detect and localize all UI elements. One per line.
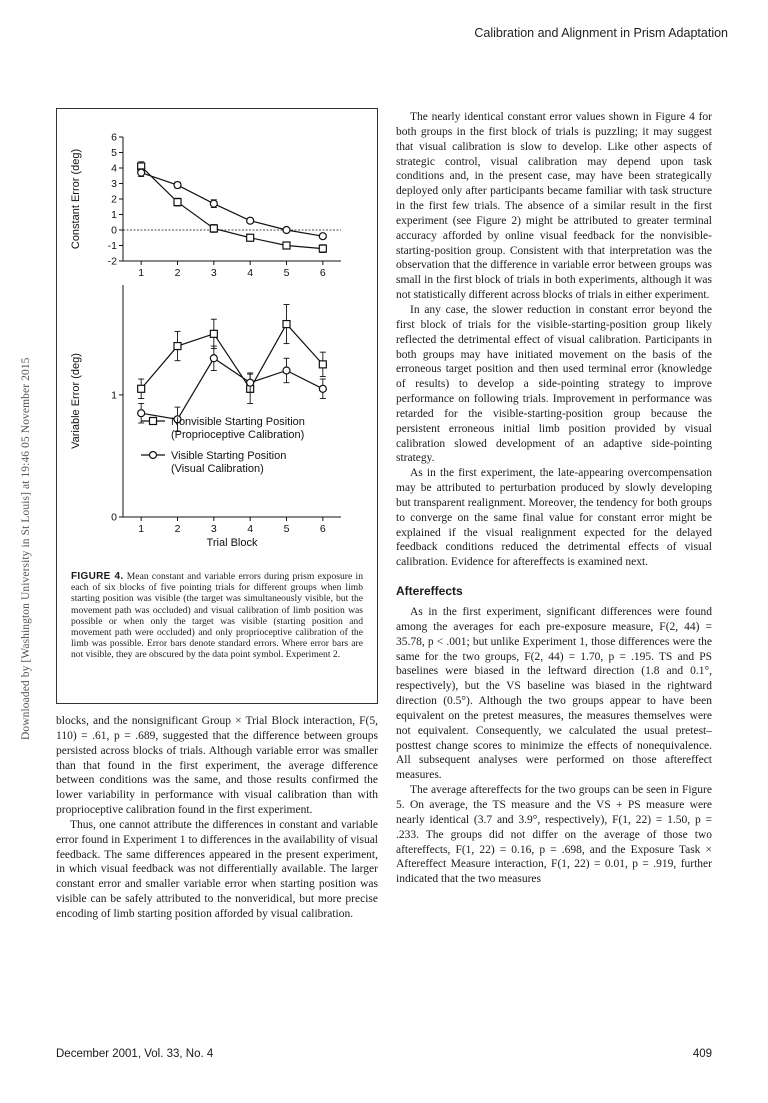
- series-line: [141, 324, 323, 389]
- right-paragraph: In any case, the slower reduction in constant error beyond the first block of trials for the visible-starting-position group likely reflected the detrimental effect of visual calibration. Participants in both groups may have initiated movement on the basis of the erroneous target position and then used terminal error (knowledge of results) to develop a side-pointing strategy to improve performance on following trials. Improvement in performance was retarded for the visible-starting-position group because the persistent erroneous initial limb position provided by visual calibration slowed development of an adaptive side-pointing strategy.: [396, 303, 712, 465]
- right-column-text: [396, 110, 712, 887]
- series-line: [141, 173, 323, 237]
- data-point-square: [319, 361, 326, 368]
- data-point-circle: [138, 410, 145, 417]
- data-point-square: [210, 225, 217, 232]
- y-tick-label: 4: [111, 162, 117, 175]
- data-point-circle: [210, 355, 217, 362]
- data-point-square: [210, 330, 217, 337]
- left-paragraph: blocks, and the nonsignificant Group × Trial Block interaction, F(5, 110) = .61, p = .689, suggested that the difference between groups persisted across blocks of trials. Although variable error was smaller than that found in the first experiment, the average difference between conditions was the same, and those results confirmed the lower variability in performance with visual calibration than with proprioceptive calibration found in the first experiment.: [56, 715, 378, 817]
- y-tick-label: 3: [111, 178, 117, 190]
- x-tick-label: 5: [283, 523, 290, 535]
- y-tick-label: 1: [111, 209, 117, 221]
- data-point-circle: [174, 182, 181, 189]
- legend-marker-square: [150, 418, 157, 425]
- section-heading-aftereffects: Aftereffects: [396, 584, 463, 599]
- right-paragraph: As in the first experiment, the late-appearing overcompensation may be attributed to perturbation produced by slowly developing but transparent realignment. Moreover, the tendency for both groups to converge on the same final value for constant error might be explained if the visual realignment expected for the delayed feedback conditions reduced the detrimental effects of visual calibration. Evidence for aftereffects is examined next.: [396, 467, 712, 569]
- x-tick-label: 6: [319, 523, 326, 535]
- figure-4: [56, 108, 378, 704]
- running-head: Calibration and Alignment in Prism Adaptation: [474, 26, 728, 40]
- series-line: [141, 358, 323, 419]
- x-tick-label: 2: [174, 523, 181, 535]
- data-point-square: [174, 343, 181, 350]
- y-axis-title: Constant Error (deg): [70, 148, 82, 250]
- x-tick-label: 6: [319, 267, 326, 279]
- y-tick-label: 6: [111, 131, 117, 144]
- y-tick-label: -2: [107, 255, 117, 268]
- data-point-circle: [210, 200, 217, 207]
- x-tick-label: 4: [247, 523, 254, 535]
- data-point-square: [174, 199, 181, 206]
- legend-label: (Proprioceptive Calibration): [171, 429, 305, 441]
- legend-label: (Visual Calibration): [171, 463, 264, 475]
- data-point-circle: [283, 227, 290, 234]
- data-point-circle: [283, 367, 290, 374]
- right-paragraph: The average aftereffects for the two groups can be seen in Figure 5. On average, the TS measure and the VS + PS measure were nearly identical (3.7 and 3.9°, respectively), F(1, 22) = 1.50, p = .233. The groups did not differ on the average of those two aftereffects, F(1, 22) = 0.16, p = .698, and the Exposure Task × Aftereffect Measure interaction, F(1, 22) = 0.01, p = .919, further indicated that the two measures: [396, 784, 712, 886]
- data-point-square: [283, 242, 290, 249]
- data-point-square: [319, 245, 326, 252]
- data-point-square: [138, 385, 145, 392]
- footer-page-number: 409: [692, 1048, 712, 1060]
- x-tick-label: 5: [283, 267, 290, 279]
- x-axis-title: Trial Block: [206, 537, 258, 549]
- download-watermark: [4, 180, 32, 740]
- x-tick-label: 1: [138, 523, 145, 535]
- legend-label: Nonvisible Starting Position: [171, 416, 305, 428]
- right-paragraph: The nearly identical constant error values shown in Figure 4 for both groups in the first block of trials is puzzling; it may suggest that visual calibration is slow to develop. Like other aspects of strategic control, visual calibration may depend upon task conditions and, in the present case, may have been strategically deployed only after participants became familiar with task structure in the first few trials. The absence of a similar result in the first experiment (see Figure 2) might be attributed to greater terminal accuracy afforded by online visual feedback for the nonvisible-starting-position group. Consistent with that interpretation was the observation that the difference in variable error between groups was small in the first block of trials in both experiments, although it was not statistically different across blocks of trials in either experiment.: [396, 111, 712, 302]
- data-point-circle: [247, 217, 254, 224]
- data-point-square: [247, 234, 254, 241]
- x-tick-label: 3: [210, 267, 217, 279]
- download-watermark-text: Downloaded by [Washington University in St Louis] at 19:46 05 November 2015: [20, 357, 32, 740]
- data-point-circle: [247, 379, 254, 386]
- x-tick-label: 3: [210, 523, 217, 535]
- y-tick-label: -1: [107, 240, 117, 252]
- x-tick-label: 1: [138, 267, 145, 279]
- data-point-circle: [319, 233, 326, 240]
- data-point-circle: [138, 169, 145, 176]
- y-tick-label: 2: [111, 193, 117, 206]
- x-tick-label: 2: [174, 267, 181, 279]
- series-line: [141, 166, 323, 248]
- legend-label: Visible Starting Position: [171, 450, 287, 462]
- x-tick-label: 4: [247, 267, 254, 279]
- y-tick-label: 5: [111, 147, 117, 159]
- data-point-square: [283, 321, 290, 328]
- left-paragraph: Thus, one cannot attribute the differences in constant and variable error found in Experiment 1 to differences in the availability of visual feedback. The same differences appeared in the present experiment, in which visual feedback was not differentially available. The larger constant error and smaller variable error when starting position was visible can be safely attributed to the nonveridical, but more precise encoding of limb starting position afforded by visual calibration.: [56, 818, 378, 920]
- legend-marker-circle: [150, 452, 157, 459]
- y-tick-label: 1: [111, 389, 117, 402]
- y-tick-label: 0: [111, 511, 117, 524]
- data-point-circle: [319, 385, 326, 392]
- footer-journal: December 2001, Vol. 33, No. 4: [56, 1048, 214, 1060]
- y-tick-label: 0: [111, 224, 117, 237]
- right-paragraph: As in the first experiment, significant differences were found among the averages for each pre-exposure measure, F(2, 44) = 35.78, p < .001; but unlike Experiment 1, those differences were the same for the two groups, F(2, 44) = 1.70, p = .195. TS and PS baselines were biased in the leftward direction (1.8 and 0.1°, respectively), but the VS baseline was biased in the rightward direction (0.5°). Although the two groups appear to have been equivalent on the pretest measures, the measures themselves were not equivalent. Consequently, we calculated the usual pretest–posttest change scores to minimize the effects of nonequivalence. All subsequent analyses were performed on those aftereffect measures.: [396, 606, 712, 782]
- figure-caption: [71, 571, 363, 661]
- figure-caption-text: Mean constant and variable errors during prism exposure in each of six blocks of five pointing trials for different groups when limb starting position was visible (the target was simultaneously visible, but the movement path was occluded) and visual calibration of limb position was possible or when only the target was visible (starting position and movement path were occluded) and only proprioceptive calibration of the limb was possible. Error bars denote standard errors. Where error bars are not visible, they are obscured by the data point symbol. Experiment 2.: [71, 571, 363, 661]
- figure-caption-label: FIGURE 4.: [71, 571, 124, 582]
- left-column-text: [56, 714, 378, 922]
- y-axis-title: Variable Error (deg): [70, 353, 82, 449]
